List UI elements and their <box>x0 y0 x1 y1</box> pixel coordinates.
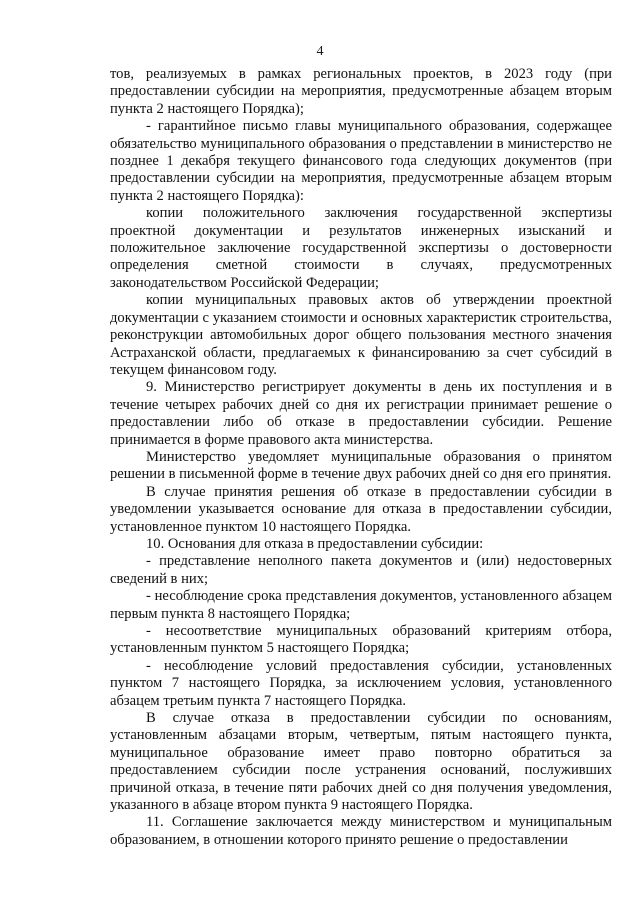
paragraph-refusal-reason: В случае принятия решения об отказе в предоставлении субсидии в уведомлении указывается основание для отказа в предоставлении субсидии, установленное пунктом 10 настоящего Порядка. <box>110 483 612 535</box>
page-number: 4 <box>316 44 324 59</box>
paragraph-municipal-acts: копии муниципальных правовых актов об утверждении проектной документации с указанием стоимости и основных характеристик строительства, реконструкции автомобильных дорог общего пользования местного значения Астраханской области, предлагаемых к финансированию за счет субсидий в текущем финансовом году. <box>110 292 612 378</box>
paragraph-item-11: 11. Соглашение заключается между министерством и муниципальным образованием, в отношении которого принято решение о предоставлении <box>110 814 612 848</box>
paragraph-refusal-ground-2: - несоблюдение срока представления документов, установленного абзацем первым пункта 8 настоящего Порядка; <box>110 588 612 622</box>
paragraph-continuation: тов, реализуемых в рамках региональных проектов, в 2023 году (при предоставлении субсидии на мероприятия, предусмотренные абзацем вторым пункта 2 настоящего Порядка); <box>110 66 612 117</box>
paragraph-expertise-copies: копии положительного заключения государственной экспертизы проектной документации и результатов инженерных изысканий и положительное заключение государственной экспертизы о достоверности определения сметной стоимости в случаях, предусмотренных законодательством Российской Федерации; <box>110 205 612 291</box>
paragraph-item-10: 10. Основания для отказа в предоставлении субсидии: <box>146 535 484 552</box>
document-body <box>110 66 612 849</box>
paragraph-item-9: 9. Министерство регистрирует документы в день их поступления и в течение четырех рабочих дней со дня их регистрации принимает решение о предоставлении либо об отказе в предоставлении субсидии. Решение принимается в форме правового акта министерства. <box>110 379 612 448</box>
paragraph-refusal-ground-3: - несоответствие муниципальных образований критериям отбора, установленным пунктом 5 настоящего Порядка; <box>110 623 612 657</box>
paragraph-refusal-ground-4: - несоблюдение условий предоставления субсидии, установленных пунктом 7 настоящего Порядка, за исключением условия, установленного абзацем третьим пункта 7 настоящего Порядка. <box>110 657 612 709</box>
paragraph-refusal-ground-1: - представление неполного пакета документов и (или) недостоверных сведений в них; <box>110 553 612 587</box>
paragraph-guarantee-letter: - гарантийное письмо главы муниципального образования, содержащее обязательство муниципального образования о представлении в министерство не позднее 1 декабря текущего финансового года следующих документов (при предоставлении субсидии на мероприятия, предусмотренные абзацем вторым пункта 2 настоящего Порядка): <box>110 118 612 204</box>
paragraph-notification: Министерство уведомляет муниципальные образования о принятом решении в письменной форме в течение двух рабочих дней со дня его принятия. <box>110 448 612 483</box>
paragraph-repeat-application: В случае отказа в предоставлении субсидии по основаниям, установленным абзацами вторым, четвертым, пятым настоящего пункта, муниципальное образование имеет право повторно обратиться за предоставлением субсидии после устранения оснований, послуживших причиной отказа, в течение пяти рабочих дней со дня получения уведомления, указанного в абзаце втором пункта 9 настоящего Порядка. <box>110 710 612 814</box>
